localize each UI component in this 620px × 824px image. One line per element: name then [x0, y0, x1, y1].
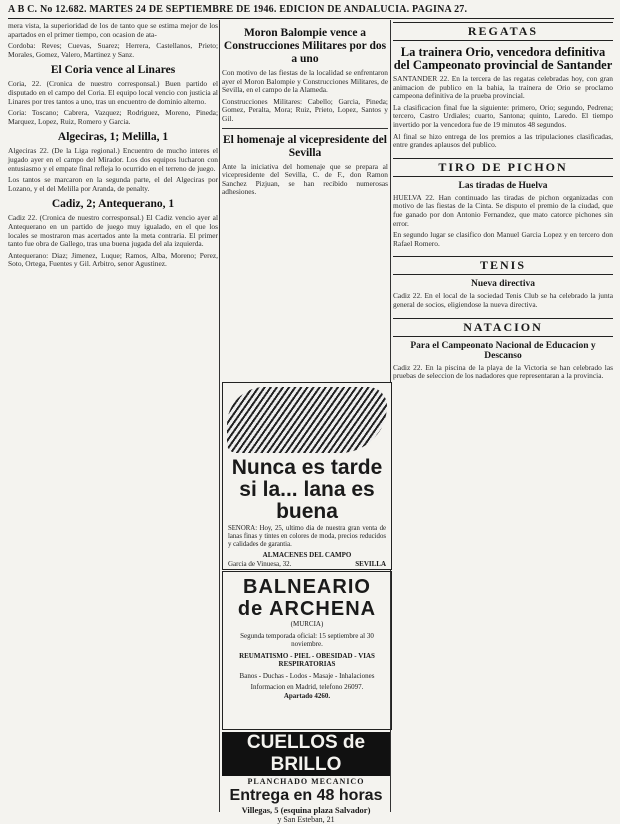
article-paragraph: En segundo lugar se clasifico don Manuel Garcia Lopez y en tercero don Rafael Romero.: [393, 230, 613, 248]
page-header: A B C. No 12.682. MARTES 24 DE SEPTIEMBRE DE 1946. EDICION DE ANDALUCIA. PAGINA 27.: [8, 4, 614, 19]
section-subheading: Nueva directiva: [471, 279, 535, 290]
section-heading: TENIS: [393, 256, 613, 275]
section-natacion: [393, 318, 613, 381]
column-rule-1: [219, 20, 220, 812]
article-headline: Cadiz, 2; Antequerano, 1: [51, 198, 175, 211]
section-subheading: Las tiradas de Huelva: [458, 180, 548, 191]
ad-slogan-2: si la... lana es buena: [239, 478, 375, 523]
article-paragraph: Construcciones Militares: Cabello; Garcia, Pineda; Gomez, Peralta, Mora; Ruiz, Prieto, Lopez, Santos y Gil.: [222, 96, 388, 123]
ad-address: Garcia de Vinuesa, 32.: [228, 560, 292, 568]
section-heading: TIRO DE PICHON: [393, 158, 613, 177]
article-paragraph: Coria: Toscano; Cabrera, Vazquez; Rodriguez, Moreno, Pineda; Marquez, Lopez, Ruiz, Romero y Garcia.: [8, 108, 218, 126]
article-paragraph: Cadiz 22. En el local de la sociedad Tenis Club se ha celebrado la junta general de socios, eligiendose la nueva directiva.: [393, 291, 613, 309]
article-moron: [222, 27, 388, 124]
article-paragraph: La clasificacion final fue la siguiente: primero, Orio; segundo, Pedrena; tercero, Castro Urdiales; cuarto, Santona; quinto, Laredo. El tiempo invertido por la vencedora fue de 19 minutos 48 segundos.: [393, 102, 613, 129]
ad-address-line: [228, 560, 386, 568]
article-paragraph: SANTANDER 22. En la tercera de las regatas celebradas hoy, con gran animacion de publico en la bahia, la trainera de Orio se proclamo campeona definitiva de la prueba provincial.: [393, 74, 613, 101]
article-paragraph: Coria, 22. (Cronica de nuestro corresponsal.) Buen partido el disputado en el campo del Coria. El equipo local vencio con justicia al Linares por tres tantos a uno, tras un encuentro de dominio alterno.: [8, 79, 218, 106]
section-tiro: [393, 158, 613, 249]
ad-headline: Entrega en 48 horas: [229, 787, 383, 804]
ad-title-2: de ARCHENA: [237, 598, 377, 620]
article-paragraph: Los tantos se marcaron en la segunda parte, el del Algeciras por Lozano, y el del Melilla por Aranda, de penalty.: [8, 175, 218, 193]
ad-cuellos: [222, 732, 390, 824]
article-headline: El homenaje al vicepresidente del Sevilla: [223, 133, 387, 159]
article-paragraph: HUELVA 22. Han continuado las tiradas de pichon organizadas con motivo de las fiestas de la Cinta. Se disputo el premio de la ciudad, que fue ganado por don Antonio Fernandez, que mato catorce pichones sin error.: [393, 192, 613, 228]
ad-city: SEVILLA: [355, 560, 386, 568]
article-headline: El Coria vence al Linares: [50, 64, 176, 77]
article-paragraph: Cadiz 22. En la piscina de la playa de la Victoria se han celebrado las pruebas de seleccion de los nadadores que representaran a la provincia.: [393, 362, 613, 381]
article-headline: Algeciras, 1; Melilla, 1: [57, 131, 169, 144]
ad-address: Villegas, 5 (esquina plaza Salvador): [241, 805, 371, 815]
section-heading: REGATAS: [393, 22, 613, 41]
column-left: [8, 22, 218, 812]
article-cadiz: [8, 198, 218, 269]
section-regatas: [393, 22, 613, 150]
article-paragraph: Con motivo de las fiestas de la localidad se enfrentaron ayer el Moron Balompie y Construcciones Militares, de Sevilla, en el campo de la Alameda.: [222, 68, 388, 95]
ad-info: Informacion en Madrid, telefono 26097.: [250, 683, 364, 691]
yarn-illustration: [227, 387, 387, 453]
ad-title: CUELLOS de BRILLO: [222, 732, 390, 776]
ad-cures: REUMATISMO - PIEL - OBESIDAD - VIAS RESPIRATORIAS: [239, 651, 375, 668]
ad-region: (MURCIA): [290, 620, 324, 628]
ad-lanas: [222, 382, 392, 570]
article-homenaje: [222, 128, 388, 197]
section-tenis: [393, 256, 613, 309]
section-subheading: Para el Campeonato Nacional de Educacion y Descanso: [410, 340, 596, 361]
ad-subtitle: PLANCHADO MECANICO: [247, 777, 365, 786]
ad-season: Segunda temporada oficial: 15 septiembre al 30 noviembre.: [240, 631, 374, 648]
intro-lineup: Cordoba: Reves; Cuevas, Suarez; Herrera, Castellanos, Prieto; Morales, Gomez, Valero, Martinez y Sanz.: [8, 41, 218, 59]
article-paragraph: Algeciras 22. (De la Liga regional.) Encuentro de mucho interes el jugado ayer en el campo del Mirador. Los dos equipos lucharon con entusiasmo y el empate final refleja lo ocurrido en el terreno de juego.: [8, 146, 218, 173]
ad-address-2: y San Esteban, 21: [277, 815, 335, 824]
ad-balneario: [222, 571, 392, 730]
article-paragraph: Ante la iniciativa del homenaje que se prepara al vicepresidente del Sevilla, C. de F., don Ramon Sanchez Pizjuan, se han recibido numerosas adhesiones.: [222, 161, 388, 197]
ad-title-1: BALNEARIO: [243, 576, 371, 598]
column-middle: [222, 22, 388, 378]
article-headline: Moron Balompie vence a Construcciones Militares por dos a uno: [223, 27, 387, 65]
article-paragraph: Al final se hizo entrega de los premios a las tripulaciones clasificadas, entre grandes aplausos del publico.: [393, 131, 613, 150]
ad-box: Apartado 4260.: [283, 691, 331, 700]
ad-text: SENORA: Hoy, 25, ultimo dia de nuestra gran venta de lanas finas y tintes en colores de moda, precios reducidos y calidades de garantia.: [228, 525, 386, 548]
ad-store: ALMACENES DEL CAMPO: [262, 551, 352, 559]
article-paragraph: Antequerano: Diaz; Jimenez, Luque; Ramos, Alba, Moreno; Perez, Soto, Ortega, Fuentes y Gil. Arbitro, senor Agustinez.: [8, 250, 218, 269]
article-headline: La trainera Orio, vencedora definitiva del Campeonato provincial de Santander: [393, 45, 613, 72]
section-heading: NATACION: [393, 318, 613, 337]
ad-services: Banos - Duchas - Lodos - Masaje - Inhalaciones: [239, 671, 375, 680]
article-coria: [8, 64, 218, 126]
article-paragraph: Cadiz 22. (Cronica de nuestro corresponsal.) El Cadiz vencio ayer al Antequerano en un partido de juego muy igualado, en el que los locales se mostraron mas acertados ante la meta contraria. El primer tanto fue obra de Gallego, tras una buena jugada del ala izquierda.: [8, 213, 218, 249]
ad-slogan-1: Nunca es tarde: [231, 456, 383, 479]
article-algeciras: [8, 131, 218, 193]
intro-paragraph: mera vista, la superioridad de los de tanto que se estima mejor de los apartados en el primer tiempo, con ocasion de ata-: [8, 21, 218, 39]
column-right: [393, 22, 613, 812]
